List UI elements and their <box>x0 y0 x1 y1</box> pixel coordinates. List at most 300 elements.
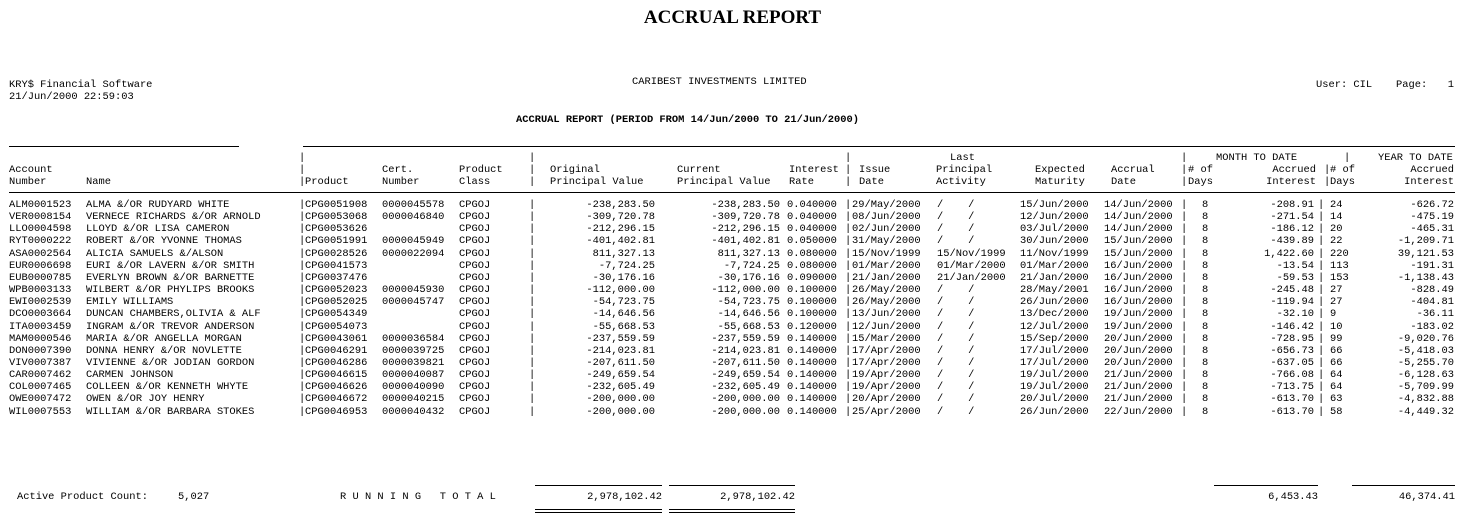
report-datetime: 21/Jun/2000 22:59:03 <box>9 91 134 103</box>
column-separator: | <box>529 199 536 211</box>
cell-maccr: -637.05 <box>1270 356 1314 369</box>
cell-last: / / <box>937 381 975 394</box>
cell-orig: -212,296.15 <box>586 223 655 236</box>
cell-maccr: -119.94 <box>1270 296 1314 309</box>
column-separator: | <box>1181 176 1188 188</box>
column-separator: | <box>529 259 536 272</box>
cell-exp: 21/Jan/2000 <box>1020 271 1089 284</box>
column-separator: | <box>299 271 306 284</box>
page-label: Page: <box>1396 79 1428 91</box>
cell-issue: 01/Mar/2000 <box>852 259 921 272</box>
cell-accr: 20/Jun/2000 <box>1104 332 1173 345</box>
cell-exp: 01/Mar/2000 <box>1020 259 1089 272</box>
column-separator: | <box>529 247 536 260</box>
cell-acct: OWE0007472 <box>9 393 72 406</box>
cell-pclass: CPGOJ <box>459 284 491 297</box>
cell-exp: 03/Jul/2000 <box>1020 223 1089 236</box>
user-label: User: CIL <box>1316 79 1373 91</box>
cell-ydays: 9 <box>1330 308 1337 321</box>
cell-pclass: CPGOJ <box>459 405 491 418</box>
column-separator: | <box>1181 211 1188 224</box>
column-separator: | <box>529 308 536 321</box>
column-separator: | <box>1318 369 1325 382</box>
cell-acct: MAM0000546 <box>9 332 72 345</box>
curr-total: 2,978,102.42 <box>720 491 795 503</box>
cell-pclass: CPGOJ <box>459 369 491 382</box>
cell-accr: 15/Jun/2000 <box>1104 247 1173 260</box>
cell-product: CPG0043061 <box>305 332 368 345</box>
active-count-label: Active Product Count: <box>17 491 148 503</box>
cell-curr: -249,659.54 <box>711 369 780 382</box>
cell-pclass: CPGOJ <box>459 235 491 248</box>
column-separator: | <box>299 369 306 382</box>
cell-accr: 22/Jun/2000 <box>1104 405 1173 418</box>
cell-rate: 0.140000 <box>787 344 837 357</box>
cell-rate: 0.100000 <box>787 308 837 321</box>
cell-yaccr: -36.11 <box>1416 308 1454 321</box>
column-separator: | <box>529 344 536 357</box>
cell-accr: 16/Jun/2000 <box>1104 259 1173 272</box>
cell-cert: 0000039821 <box>382 356 445 369</box>
cell-cert: 0000040215 <box>382 393 445 406</box>
cell-issue: 31/May/2000 <box>852 235 921 248</box>
column-separator: | <box>845 176 852 188</box>
cell-last: 21/Jan/2000 <box>937 271 1006 284</box>
cell-exp: 15/Sep/2000 <box>1020 332 1089 345</box>
column-separator: | <box>845 247 852 260</box>
cell-rate: 0.040000 <box>787 199 837 211</box>
cell-curr: -401,402.81 <box>711 235 780 248</box>
cell-acct: CAR0007462 <box>9 369 72 382</box>
cell-maccr: -186.12 <box>1270 223 1314 236</box>
cell-maccr: -59.53 <box>1276 271 1314 284</box>
column-separator: | <box>1181 344 1188 357</box>
header-issue-2: Date <box>859 176 884 188</box>
active-count-value: 5,027 <box>178 491 210 503</box>
cell-name: CARMEN JOHNSON <box>86 369 174 382</box>
column-separator: | <box>845 369 852 382</box>
column-separator: | <box>299 284 306 297</box>
orig-total-double-rule-2 <box>535 512 662 513</box>
cell-cert: 0000045747 <box>382 296 445 309</box>
cell-exp: 11/Nov/1999 <box>1020 247 1089 260</box>
cell-name: ROBERT &/OR YVONNE THOMAS <box>86 235 242 248</box>
curr-total-rule-top <box>669 485 795 486</box>
cell-curr: -309,720.78 <box>711 211 780 224</box>
cell-yaccr: -475.19 <box>1410 211 1454 224</box>
cell-maccr: 1,422.60 <box>1264 247 1314 260</box>
cell-cert: 0000046840 <box>382 211 445 224</box>
header-curr-1: Current <box>677 164 721 176</box>
column-separator: | <box>299 235 306 248</box>
cell-ydays: 113 <box>1330 259 1349 272</box>
cell-orig: -7,724.25 <box>598 259 655 272</box>
ytd-total-rule-top <box>1352 485 1455 486</box>
cell-orig: -112,000.00 <box>586 284 655 297</box>
cell-acct: EUB0000785 <box>9 271 72 284</box>
report-title: ACCRUAL REPORT <box>643 7 822 28</box>
cell-accr: 16/Jun/2000 <box>1104 296 1173 309</box>
cell-pclass: CPGOJ <box>459 308 491 321</box>
cell-exp: 20/Jul/2000 <box>1020 393 1089 406</box>
cell-ydays: 14 <box>1330 211 1343 224</box>
cell-mdays: 8 <box>1202 308 1209 321</box>
cell-product: CPG0053068 <box>305 211 368 224</box>
cell-accr: 16/Jun/2000 <box>1104 284 1173 297</box>
cell-pclass: CPGOJ <box>459 259 491 272</box>
cell-acct: VIV0007387 <box>9 356 72 369</box>
cell-mdays: 8 <box>1202 393 1209 406</box>
cell-ydays: 64 <box>1330 369 1343 382</box>
column-separator: | <box>1181 247 1188 260</box>
column-separator: | <box>299 308 306 321</box>
column-separator: | <box>845 259 852 272</box>
column-separator: | <box>529 296 536 309</box>
header-account-1: Account <box>9 164 53 176</box>
column-separator: | <box>1318 393 1325 406</box>
company-name: CARIBEST INVESTMENTS LIMITED <box>632 76 807 88</box>
cell-name: INGRAM &/OR TREVOR ANDERSON <box>86 320 255 333</box>
cell-rate: 0.140000 <box>787 381 837 394</box>
cell-accr: 14/Jun/2000 <box>1104 211 1173 224</box>
cell-accr: 19/Jun/2000 <box>1104 308 1173 321</box>
header-orig-1: Original <box>550 164 600 176</box>
cell-issue: 21/Jan/2000 <box>852 271 921 284</box>
cell-curr: -54,723.75 <box>717 296 780 309</box>
cell-name: DONNA HENRY &/OR NOVLETTE <box>86 344 242 357</box>
column-separator: | <box>1181 284 1188 297</box>
cell-name: EVERLYN BROWN &/OR BARNETTE <box>86 271 255 284</box>
column-separator: | <box>299 344 306 357</box>
header-accr-1: Accrual <box>1111 164 1155 176</box>
cell-yaccr: -5,418.03 <box>1397 344 1454 357</box>
cell-mdays: 8 <box>1202 211 1209 224</box>
cell-product: CPG0046615 <box>305 369 368 382</box>
cell-orig: -214,023.81 <box>586 344 655 357</box>
column-separator: | <box>1318 381 1325 394</box>
cell-product: CPG0054349 <box>305 308 368 321</box>
cell-ydays: 27 <box>1330 296 1343 309</box>
column-separator: | <box>1318 344 1325 357</box>
cell-cert: 0000040087 <box>382 369 445 382</box>
cell-product: CPG0052025 <box>305 296 368 309</box>
cell-pclass: CPGOJ <box>459 211 491 224</box>
cell-acct: ITA0003459 <box>9 320 72 333</box>
cell-ydays: 63 <box>1330 393 1343 406</box>
cell-curr: -232,605.49 <box>711 381 780 394</box>
column-separator: | <box>1181 296 1188 309</box>
cell-exp: 17/Jul/2000 <box>1020 356 1089 369</box>
column-separator: | <box>529 320 536 333</box>
cell-yaccr: -828.49 <box>1410 284 1454 297</box>
cell-rate: 0.140000 <box>787 405 837 418</box>
column-separator: | <box>529 405 536 418</box>
header-yaccr-2: Interest <box>1404 176 1454 188</box>
cell-curr: -200,000.00 <box>711 405 780 418</box>
cell-accr: 19/Jun/2000 <box>1104 320 1173 333</box>
column-separator: | <box>1181 381 1188 394</box>
cell-yaccr: -5,255.70 <box>1397 356 1454 369</box>
column-separator: | <box>1318 271 1325 284</box>
cell-accr: 21/Jun/2000 <box>1104 381 1173 394</box>
column-separator: | <box>845 320 852 333</box>
column-separator: | <box>529 164 536 176</box>
column-separator: | <box>1181 259 1188 272</box>
cell-accr: 21/Jun/2000 <box>1104 369 1173 382</box>
mtd-total-rule-top <box>1214 485 1318 486</box>
cell-accr: 14/Jun/2000 <box>1104 199 1173 211</box>
column-separator: | <box>845 296 852 309</box>
cell-issue: 15/Mar/2000 <box>852 332 921 345</box>
cell-cert: 0000022094 <box>382 247 445 260</box>
column-separator: | <box>299 381 306 394</box>
cell-acct: COL0007465 <box>9 381 72 394</box>
cell-ydays: 58 <box>1330 405 1343 418</box>
mtd-total: 6,453.43 <box>1268 491 1318 503</box>
cell-pclass: CPGOJ <box>459 381 491 394</box>
header-exp-2: Maturity <box>1035 176 1085 188</box>
cell-pclass: CPGOJ <box>459 332 491 345</box>
column-separator: | <box>299 164 306 176</box>
cell-ydays: 66 <box>1330 344 1343 357</box>
cell-curr: -55,668.53 <box>717 320 780 333</box>
cell-acct: WPB0003133 <box>9 284 72 297</box>
cell-exp: 26/Jun/2000 <box>1020 405 1089 418</box>
cell-name: WILBERT &/OR PHYLIPS BROOKS <box>86 284 255 297</box>
cell-mdays: 8 <box>1202 284 1209 297</box>
cell-accr: 20/Jun/2000 <box>1104 356 1173 369</box>
column-separator: | <box>529 223 536 236</box>
cell-accr: 21/Jun/2000 <box>1104 393 1173 406</box>
cell-acct: LLO0004598 <box>9 223 72 236</box>
cell-curr: -207,611.50 <box>711 356 780 369</box>
cell-rate: 0.080000 <box>787 247 837 260</box>
running-total-label: R U N N I N G T O T A L <box>340 491 496 503</box>
cell-issue: 02/Jun/2000 <box>852 223 921 236</box>
cell-orig: -238,283.50 <box>586 199 655 211</box>
cell-acct: RYT0000222 <box>9 235 72 248</box>
cell-orig: -30,176.16 <box>592 271 655 284</box>
cell-issue: 26/May/2000 <box>852 296 921 309</box>
column-separator: | <box>299 247 306 260</box>
column-separator: | <box>1181 271 1188 284</box>
column-separator: | <box>1181 164 1188 176</box>
cell-curr: -112,000.00 <box>711 284 780 297</box>
cell-name: OWEN &/OR JOY HENRY <box>86 393 205 406</box>
column-separator: | <box>845 199 852 211</box>
column-separator: | <box>299 393 306 406</box>
cell-acct: DON0007390 <box>9 344 72 357</box>
cell-maccr: -613.70 <box>1270 393 1314 406</box>
column-separator: | <box>299 199 306 211</box>
orig-total-double-rule-1 <box>535 509 662 510</box>
cell-ydays: 64 <box>1330 381 1343 394</box>
column-separator: | <box>529 284 536 297</box>
cell-mdays: 8 <box>1202 381 1209 394</box>
cell-pclass: CPGOJ <box>459 356 491 369</box>
cell-mdays: 8 <box>1202 332 1209 345</box>
cell-last: / / <box>937 308 975 321</box>
column-separator: | <box>529 393 536 406</box>
cell-yaccr: -4,449.32 <box>1397 405 1454 418</box>
header-orig-2: Principal Value <box>550 176 644 188</box>
cell-rate: 0.140000 <box>787 369 837 382</box>
cell-last: / / <box>937 296 975 309</box>
cell-rate: 0.090000 <box>787 271 837 284</box>
header-last-3: Activity <box>936 176 986 188</box>
period-title: ACCRUAL REPORT (PERIOD FROM 14/Jun/2000 TO 21/Jun/2000) <box>516 114 859 126</box>
header-ytd: YEAR TO DATE <box>1378 152 1453 164</box>
cell-accr: 15/Jun/2000 <box>1104 235 1173 248</box>
cell-last: / / <box>937 235 975 248</box>
column-separator: | <box>299 356 306 369</box>
cell-issue: 12/Jun/2000 <box>852 320 921 333</box>
cell-maccr: -713.75 <box>1270 381 1314 394</box>
cell-product: CPG0046953 <box>305 405 368 418</box>
cell-mdays: 8 <box>1202 405 1209 418</box>
cell-product: CPG0046626 <box>305 381 368 394</box>
cell-exp: 19/Jul/2000 <box>1020 369 1089 382</box>
cell-rate: 0.140000 <box>787 332 837 345</box>
cell-cert: 0000045930 <box>382 284 445 297</box>
cell-cert: 0000045949 <box>382 235 445 248</box>
cell-last: / / <box>937 356 975 369</box>
column-separator: | <box>1318 308 1325 321</box>
column-separator: | <box>1181 369 1188 382</box>
header-rate-2: Rate <box>789 176 814 188</box>
column-separator: | <box>845 223 852 236</box>
header-rule-left <box>9 146 239 147</box>
cell-cert: 0000040432 <box>382 405 445 418</box>
header-ydays-1: # of <box>1330 164 1355 176</box>
cell-rate: 0.040000 <box>787 211 837 224</box>
cell-orig: -55,668.53 <box>592 320 655 333</box>
header-cert-1: Cert. <box>382 164 414 176</box>
cell-yaccr: -5,709.99 <box>1397 381 1454 394</box>
cell-rate: 0.140000 <box>787 356 837 369</box>
cell-ydays: 27 <box>1330 284 1343 297</box>
cell-mdays: 8 <box>1202 369 1209 382</box>
column-separator: | <box>529 369 536 382</box>
column-separator: | <box>1318 296 1325 309</box>
column-separator: | <box>1181 356 1188 369</box>
cell-orig: -309,720.78 <box>586 211 655 224</box>
column-separator: | <box>299 405 306 418</box>
column-separator: | <box>1181 199 1188 211</box>
column-separator: | <box>529 176 536 188</box>
curr-total-double-rule-1 <box>669 509 795 510</box>
header-exp-1: Expected <box>1035 164 1085 176</box>
header-product: Product <box>305 176 349 188</box>
column-separator: | <box>1318 259 1325 272</box>
cell-mdays: 8 <box>1202 320 1209 333</box>
cell-pclass: CPGOJ <box>459 393 491 406</box>
cell-issue: 17/Apr/2000 <box>852 344 921 357</box>
cell-yaccr: -1,209.71 <box>1397 235 1454 248</box>
header-last-1: Last <box>950 152 975 164</box>
software-name: KRY$ Financial Software <box>9 79 153 91</box>
cell-exp: 30/Jun/2000 <box>1020 235 1089 248</box>
cell-cert: 0000040090 <box>382 381 445 394</box>
cell-last: / / <box>937 332 975 345</box>
cell-orig: -54,723.75 <box>592 296 655 309</box>
column-separator: | <box>1318 223 1325 236</box>
cell-curr: -214,023.81 <box>711 344 780 357</box>
cell-curr: -14,646.56 <box>717 308 780 321</box>
cell-rate: 0.040000 <box>787 223 837 236</box>
cell-ydays: 10 <box>1330 320 1343 333</box>
cell-last: 15/Nov/1999 <box>937 247 1006 260</box>
cell-last: 01/Mar/2000 <box>937 259 1006 272</box>
cell-product: CPG0052023 <box>305 284 368 297</box>
column-separator: | <box>299 176 306 188</box>
column-separator: | <box>845 284 852 297</box>
cell-pclass: CPGOJ <box>459 344 491 357</box>
cell-product: CPG0046286 <box>305 356 368 369</box>
header-cert-2: Number <box>382 176 420 188</box>
cell-pclass: CPGOJ <box>459 320 491 333</box>
header-ydays-2: Days <box>1330 176 1355 188</box>
cell-cert: 0000045578 <box>382 199 445 211</box>
cell-last: / / <box>937 369 975 382</box>
cell-product: CPG0046291 <box>305 344 368 357</box>
column-separator: | <box>1318 235 1325 248</box>
column-separator: | <box>529 235 536 248</box>
cell-curr: -238,283.50 <box>711 199 780 211</box>
column-separator: | <box>845 235 852 248</box>
cell-maccr: -32.10 <box>1276 308 1314 321</box>
cell-issue: 29/May/2000 <box>852 199 921 211</box>
cell-mdays: 8 <box>1202 271 1209 284</box>
cell-issue: 08/Jun/2000 <box>852 211 921 224</box>
column-separator: | <box>529 332 536 345</box>
cell-rate: 0.140000 <box>787 393 837 406</box>
cell-product: CPG0046672 <box>305 393 368 406</box>
column-separator: | <box>1181 405 1188 418</box>
cell-yaccr: -626.72 <box>1410 199 1454 211</box>
column-separator: | <box>529 271 536 284</box>
column-separator: | <box>845 332 852 345</box>
header-mdays-2: Days <box>1188 176 1213 188</box>
cell-product: CPG0041573 <box>305 259 368 272</box>
cell-exp: 17/Jul/2000 <box>1020 344 1089 357</box>
cell-maccr: -271.54 <box>1270 211 1314 224</box>
cell-last: / / <box>937 223 975 236</box>
cell-issue: 26/May/2000 <box>852 284 921 297</box>
header-name: Name <box>86 176 111 188</box>
cell-name: MARIA &/OR ANGELLA MORGAN <box>86 332 242 345</box>
column-separator: | <box>529 356 536 369</box>
header-pclass-1: Product <box>459 164 503 176</box>
column-separator: | <box>845 405 852 418</box>
cell-orig: -200,000.00 <box>586 405 655 418</box>
cell-acct: ASA0002564 <box>9 247 72 260</box>
cell-maccr: -13.54 <box>1276 259 1314 272</box>
column-separator: | <box>1181 393 1188 406</box>
cell-yaccr: -404.81 <box>1410 296 1454 309</box>
column-separator: | <box>1181 320 1188 333</box>
cell-yaccr: -465.31 <box>1410 223 1454 236</box>
cell-mdays: 8 <box>1202 259 1209 272</box>
cell-name: DUNCAN CHAMBERS,OLIVIA & ALF <box>86 308 261 321</box>
cell-orig: -232,605.49 <box>586 381 655 394</box>
column-separator: | <box>299 152 306 164</box>
cell-maccr: -656.73 <box>1270 344 1314 357</box>
cell-maccr: -245.48 <box>1270 284 1314 297</box>
cell-orig: -249,659.54 <box>586 369 655 382</box>
cell-mdays: 8 <box>1202 344 1209 357</box>
column-separator: | <box>845 393 852 406</box>
